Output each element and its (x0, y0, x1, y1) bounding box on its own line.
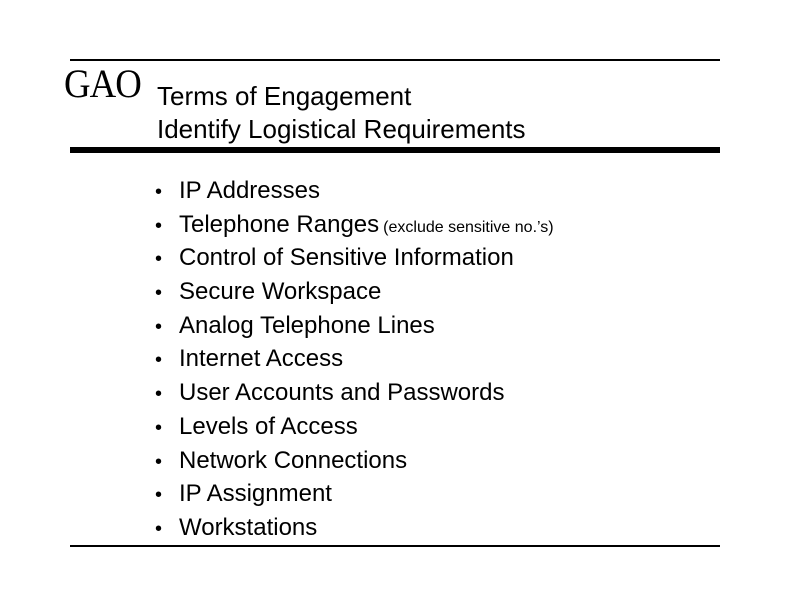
top-rule (70, 59, 720, 61)
bullet-icon: • (155, 416, 163, 439)
bottom-rule (70, 545, 720, 547)
bullet-icon: • (155, 282, 163, 305)
bullet-icon: • (155, 214, 163, 237)
list-item (155, 477, 554, 511)
list-item (155, 444, 554, 478)
bullet-icon: • (155, 315, 163, 338)
list-item (155, 511, 554, 545)
list-item-label: Workstations (179, 513, 318, 541)
list-item-label: User Accounts and Passwords (179, 379, 505, 407)
list-item-label: Secure Workspace (179, 278, 382, 306)
list-item-label: IP Addresses (179, 177, 320, 204)
list-item-label: Levels of Access (179, 412, 358, 440)
list-item (155, 174, 554, 208)
title-line-1: Terms of Engagement (157, 81, 412, 111)
list-item-label: Analog Telephone Lines (179, 311, 435, 339)
bullet-icon: • (155, 181, 163, 203)
list-item (155, 309, 554, 343)
list-item (155, 241, 554, 275)
slide-title (157, 80, 526, 146)
list-item-note: (exclude sensitive no.’s) (383, 218, 554, 236)
title-divider (70, 147, 720, 153)
bullet-icon: • (155, 349, 163, 372)
bullet-icon: • (155, 484, 163, 507)
list-item-label: Telephone Ranges (179, 210, 380, 238)
bullet-icon: • (155, 450, 163, 473)
list-item-label: Control of Sensitive Information (179, 244, 514, 272)
bullet-icon: • (155, 248, 163, 271)
list-item (155, 342, 554, 376)
bullet-icon: • (155, 517, 163, 540)
list-item (155, 275, 554, 309)
title-line-2: Identify Logistical Requirements (157, 114, 526, 144)
list-item-label: IP Assignment (179, 480, 332, 508)
requirements-list (155, 174, 554, 545)
list-item-label: Network Connections (179, 446, 408, 474)
list-item (155, 376, 554, 410)
list-item (155, 410, 554, 444)
bullet-icon: • (155, 383, 163, 406)
list-item-label: Internet Access (179, 345, 344, 373)
list-item (155, 208, 554, 242)
gao-logo: GAO (64, 61, 141, 106)
